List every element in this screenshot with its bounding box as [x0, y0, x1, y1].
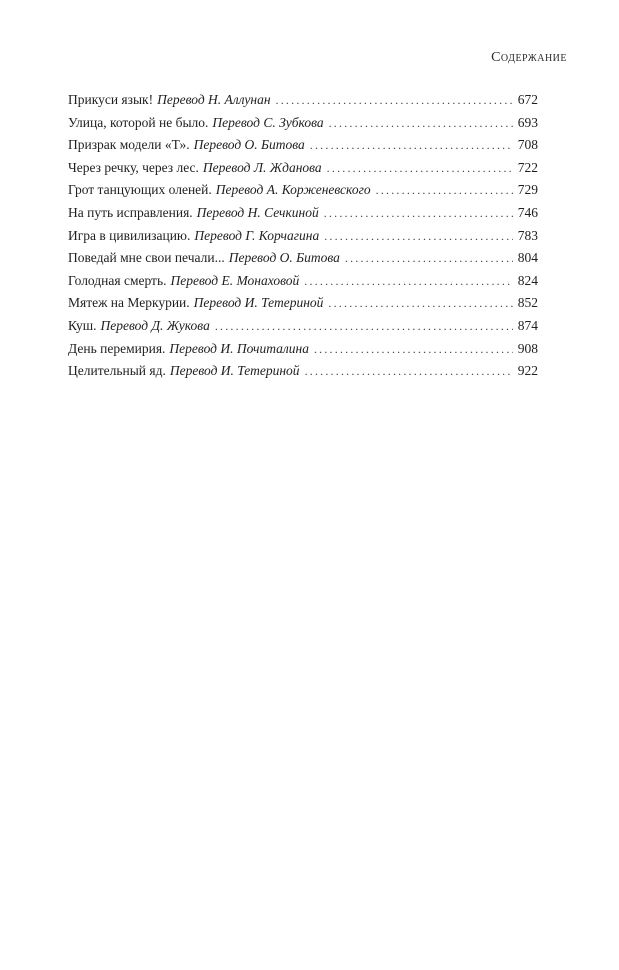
- entry-page-number: 804: [517, 250, 538, 266]
- entry-page-number: 722: [517, 159, 538, 175]
- entry-translator: Перевод Е. Монаховой: [170, 272, 300, 288]
- entry-translator: Перевод Н. Сечкиной: [196, 204, 319, 220]
- toc-entry: [68, 225, 538, 248]
- entry-title: Мятеж на Меркурии.: [68, 295, 190, 311]
- entry-translator: Перевод С. Зубкова: [212, 114, 324, 130]
- entry-page-number: 852: [517, 295, 538, 311]
- entry-translator: Перевод О. Битова: [228, 250, 340, 266]
- entry-page-number: 874: [517, 317, 538, 333]
- entry-translator: Перевод Д. Жукова: [100, 317, 210, 333]
- toc-entry: [68, 315, 538, 338]
- dot-leader: [215, 315, 513, 338]
- entry-title: Призрак модели «Т».: [68, 137, 190, 153]
- entry-translator: Перевод Л. Жданова: [202, 159, 322, 175]
- running-title: Содержание: [491, 50, 567, 65]
- toc-entry: [68, 134, 538, 157]
- entry-title: Куш.: [68, 317, 97, 333]
- dot-leader: [327, 157, 513, 180]
- dot-leader: [345, 247, 513, 270]
- entry-page-number: 729: [517, 182, 538, 198]
- table-of-contents: [68, 89, 538, 383]
- entry-translator: Перевод Н. Аллунан: [157, 92, 271, 107]
- entry-title: Грот танцующих оленей.: [68, 182, 212, 198]
- entry-title: Целительный яд.: [68, 363, 166, 379]
- entry-translator: Перевод А. Корженевского: [215, 182, 371, 198]
- entry-page-number: 693: [517, 114, 538, 130]
- entry-title: Игра в цивилизацию.: [68, 227, 191, 243]
- entry-title: День перемирия.: [68, 340, 166, 356]
- dot-leader: [328, 292, 513, 315]
- toc-entry: [68, 247, 538, 270]
- toc-entry: [68, 202, 538, 225]
- entry-title: Прикуси язык!: [68, 92, 154, 107]
- entry-page-number: 708: [517, 137, 538, 153]
- dot-leader: [304, 270, 513, 293]
- entry-page-number: 824: [517, 272, 538, 288]
- entry-translator: Перевод И. Почиталина: [169, 340, 309, 356]
- toc-entry: [68, 157, 538, 180]
- dot-leader: [324, 225, 513, 248]
- entry-title: Через речку, через лес.: [68, 159, 199, 175]
- entry-page-number: 746: [517, 204, 538, 220]
- entry-translator: Перевод Г. Корчагина: [194, 227, 320, 243]
- entry-title: Голодная смерть.: [68, 272, 167, 288]
- dot-leader: [329, 112, 513, 135]
- toc-entry: [68, 112, 538, 135]
- entry-title: Улица, которой не было.: [68, 114, 209, 130]
- entry-page-number: 672: [517, 92, 538, 107]
- entry-title: На путь исправления.: [68, 204, 193, 220]
- dot-leader: [314, 338, 513, 361]
- toc-entry: [68, 179, 538, 202]
- toc-entry: [68, 360, 538, 383]
- dot-leader: [276, 89, 513, 112]
- toc-entry: [68, 89, 538, 112]
- entry-translator: Перевод И. Тетериной: [169, 363, 300, 379]
- dot-leader: [305, 360, 513, 383]
- entry-page-number: 908: [517, 340, 538, 356]
- toc-entry: [68, 270, 538, 293]
- dot-leader: [324, 202, 513, 225]
- dot-leader: [310, 134, 513, 157]
- entry-page-number: 783: [517, 227, 538, 243]
- toc-entry: [68, 338, 538, 361]
- dot-leader: [376, 179, 513, 202]
- entry-translator: Перевод И. Тетериной: [193, 295, 324, 311]
- entry-page-number: 922: [517, 363, 538, 379]
- entry-title: Поведай мне свои печали...: [68, 250, 225, 266]
- entry-translator: Перевод О. Битова: [193, 137, 305, 153]
- toc-entry: [68, 292, 538, 315]
